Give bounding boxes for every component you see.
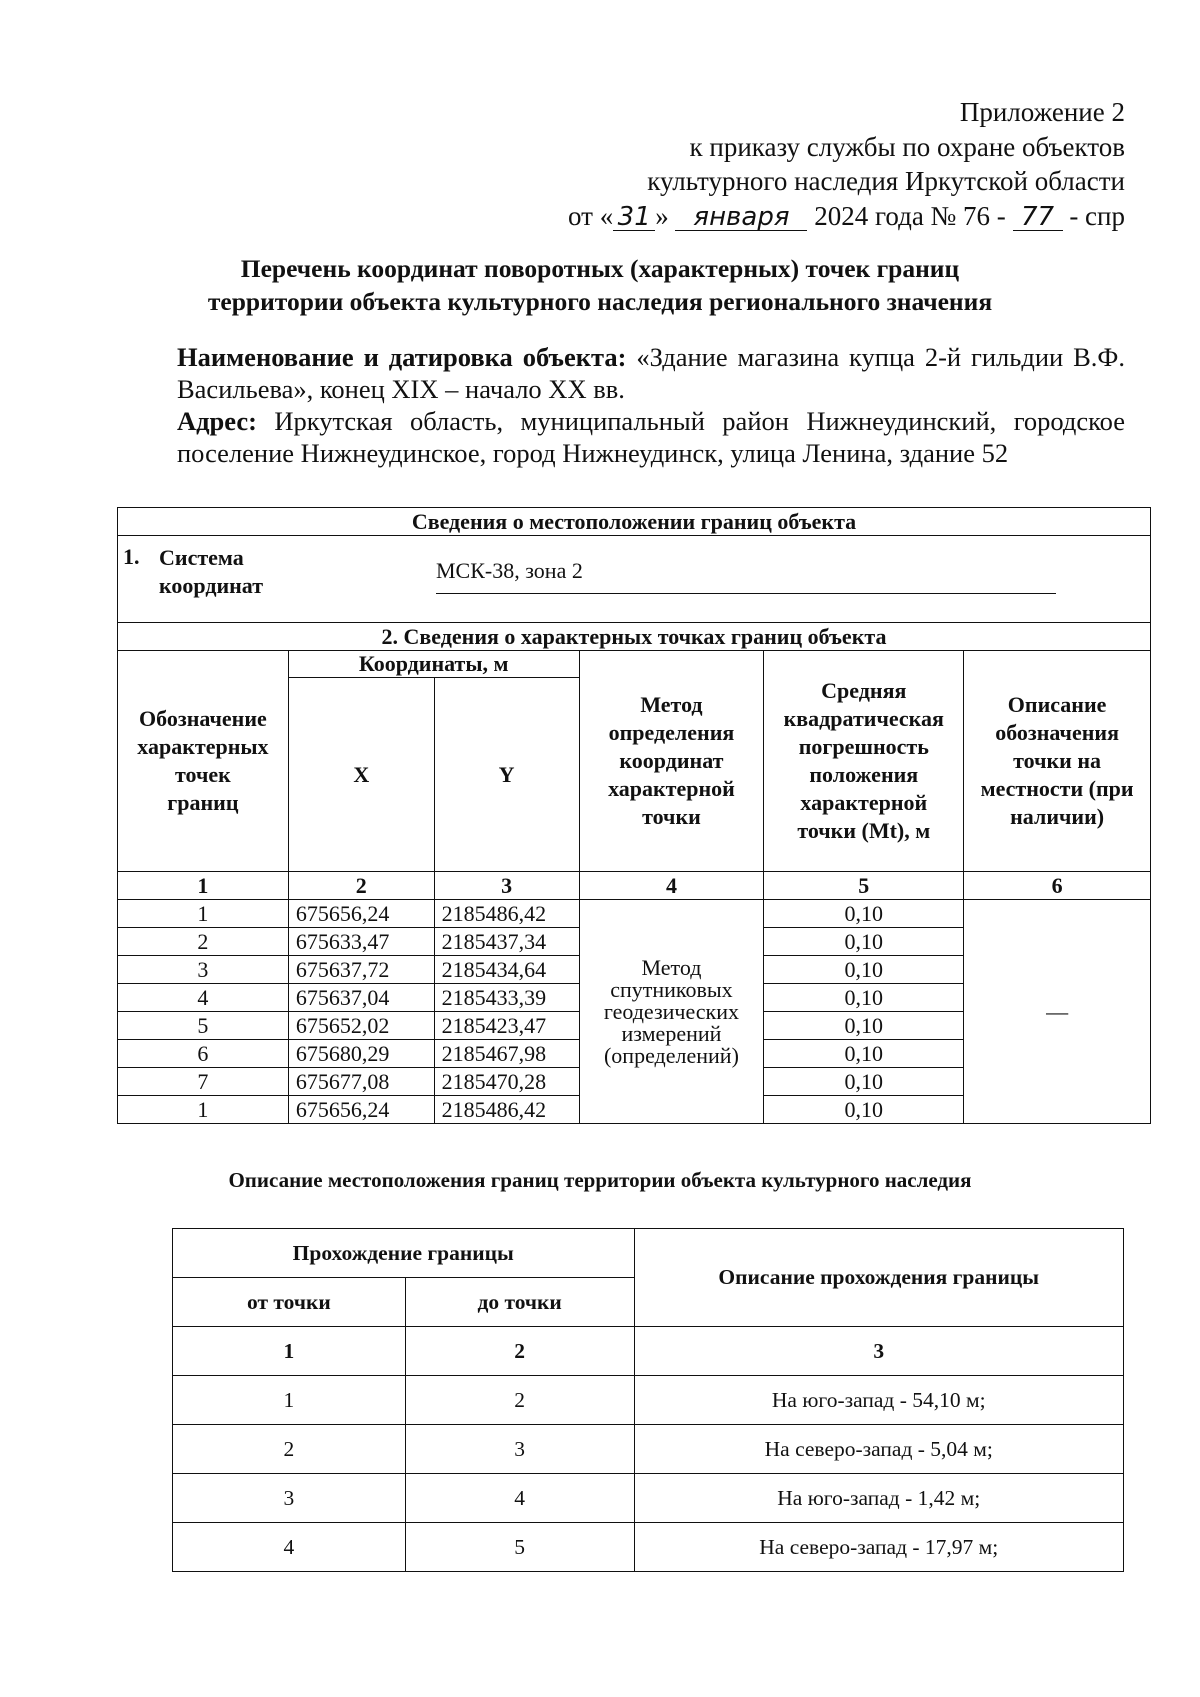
coordinates-table [117,507,1151,1124]
method-line: измерений [621,1020,722,1046]
method-line: (определений) [603,1042,739,1068]
hdr-line: погрешность [798,734,929,759]
header-x: X [288,678,434,872]
hdr-line: обозначения [995,720,1119,745]
agency-name: культурного наследия Иркутской области [647,166,1125,196]
passage-description: На юго-запад - 1,42 м; [634,1474,1124,1523]
address-paragraph [177,406,1125,469]
document-title [100,252,1100,318]
point-number: 3 [118,956,289,984]
table-row [118,900,1151,928]
to-point: 4 [405,1474,634,1523]
hdr-line: точки на [1013,748,1102,773]
header-point-designation [118,651,289,872]
hdr-line: характерной [608,776,735,801]
header-error [764,651,964,872]
method-line: спутниковых [610,976,733,1002]
title-line-1: Перечень координат поворотных (характерных) точек границ [240,254,960,283]
col-number: 4 [579,872,764,900]
x-value: 675677,08 [288,1068,434,1096]
header-coordinates: Координаты, м [288,651,579,678]
from-point: 1 [173,1376,406,1425]
header-passage: Прохождение границы [173,1229,635,1278]
table-row [173,1474,1124,1523]
col-number: 2 [405,1327,634,1376]
mt-value: 0,10 [764,984,964,1012]
table-title: Сведения о местоположении границ объекта [118,508,1151,536]
hdr-line: Описание [1007,692,1107,717]
coordinate-system-row [118,536,1151,623]
table-row [173,1425,1124,1474]
mt-value: 0,10 [764,900,964,928]
title-line-2: территории объекта культурного наследия регионального значения [207,287,993,316]
order-suffix: - спр [1069,200,1125,231]
passage-description: На северо-запад - 17,97 м; [634,1523,1124,1572]
column-numbers-row [173,1327,1124,1376]
col-number: 1 [173,1327,406,1376]
from-point: 3 [173,1474,406,1523]
section-2-title: 2. Сведения о характерных точках границ объекта [118,623,1151,651]
mt-value: 0,10 [764,1096,964,1124]
mt-value: 0,10 [764,956,964,984]
point-number: 1 [118,900,289,928]
mt-value: 0,10 [764,1012,964,1040]
x-value: 675656,24 [288,1096,434,1124]
to-point: 5 [405,1523,634,1572]
underline [436,593,1056,594]
x-value: 675637,04 [288,984,434,1012]
col-number: 2 [288,872,434,900]
appendix-header [568,95,1125,233]
mt-value: 0,10 [764,928,964,956]
appendix-number: Приложение 2 [959,97,1125,127]
point-number: 5 [118,1012,289,1040]
table-row [173,1376,1124,1425]
hdr-line: положения [809,762,919,787]
hdr-line: Средняя [821,678,907,703]
hdr-line: границ [167,790,239,815]
hdr-line: точки [642,804,701,829]
header-method [579,651,764,872]
passage-description: На северо-запад - 5,04 м; [634,1425,1124,1474]
y-value: 2185423,47 [434,1012,579,1040]
method-cell [579,900,764,1124]
passage-description: На юго-запад - 54,10 м; [634,1376,1124,1425]
hdr-line: точки (Mt), м [797,818,931,843]
hdr-line: местности (при [980,776,1134,801]
mt-value: 0,10 [764,1040,964,1068]
table-row [173,1523,1124,1572]
description-cell: — [964,900,1151,1124]
to-point: 3 [405,1425,634,1474]
col-number: 3 [434,872,579,900]
coordinate-system-value: МСК-38, зона 2 [436,558,583,583]
object-name-paragraph [177,342,1125,405]
header-y: Y [434,678,579,872]
column-numbers-row [118,872,1151,900]
from-point: 4 [173,1523,406,1572]
y-value: 2185467,98 [434,1040,579,1068]
from-point: 2 [173,1425,406,1474]
point-number: 6 [118,1040,289,1068]
handwritten-day: 31 [613,204,655,231]
y-value: 2185486,42 [434,1096,579,1124]
hdr-line: характерных [137,734,269,759]
method-line: геодезических [603,998,740,1024]
point-number: 1 [118,1096,289,1124]
y-value: 2185470,28 [434,1068,579,1096]
boundary-passage-table [172,1228,1124,1572]
address-value: Иркутская область, муниципальный район Нижнеудинский, городское поселение Нижнеудинское, город Нижнеудинск, улица Ленина, здание 52 [177,406,1125,468]
label-line-1: Система [159,545,244,570]
hdr-line: наличии) [1010,804,1105,829]
object-name-label: Наименование и датировка объекта: [177,342,627,372]
y-value: 2185434,64 [434,956,579,984]
handwritten-order-number: 77 [1013,204,1063,231]
boundary-description-title: Описание местоположения границ территории объекта культурного наследия [228,1168,972,1192]
header-to-point: до точки [405,1278,634,1327]
date-quote: » [655,200,669,231]
col-number: 5 [764,872,964,900]
y-value: 2185437,34 [434,928,579,956]
point-number: 4 [118,984,289,1012]
y-value: 2185433,39 [434,984,579,1012]
point-number: 7 [118,1068,289,1096]
header-from-point: от точки [173,1278,406,1327]
handwritten-month: января [675,204,807,231]
header-passage-description: Описание прохождения границы [634,1229,1124,1327]
hdr-line: Метод [640,692,703,717]
hdr-line: Обозначение [139,706,267,731]
mt-value: 0,10 [764,1068,964,1096]
x-value: 675633,47 [288,928,434,956]
order-reference: к приказу службы по охране объектов [689,131,1125,162]
hdr-line: координат [619,748,724,773]
x-value: 675637,72 [288,956,434,984]
date-prefix: от « [568,200,614,231]
method-line: Метод [641,954,702,980]
y-value: 2185486,42 [434,900,579,928]
col-number: 6 [964,872,1151,900]
header-description [964,651,1151,872]
to-point: 2 [405,1376,634,1425]
hdr-line: квадратическая [783,706,944,731]
col-number: 3 [634,1327,1124,1376]
x-value: 675680,29 [288,1040,434,1068]
hdr-line: определения [608,720,735,745]
x-value: 675656,24 [288,900,434,928]
year-text: 2024 года № 76 - [814,200,1006,231]
point-number: 2 [118,928,289,956]
x-value: 675652,02 [288,1012,434,1040]
order-date-line [568,199,1125,234]
object-name-value: «Здание магазина купца 2-й гильдии В.Ф. Васильева», конец XIX – начало XX вв. [177,342,1125,404]
hdr-line: характерной [800,790,928,815]
label-line-2: координат [159,573,264,598]
coordinate-system-label [159,544,263,600]
hdr-line: точек [175,762,231,787]
section-number: 1. [123,544,140,569]
address-label: Адрес: [177,406,257,436]
col-number: 1 [118,872,289,900]
